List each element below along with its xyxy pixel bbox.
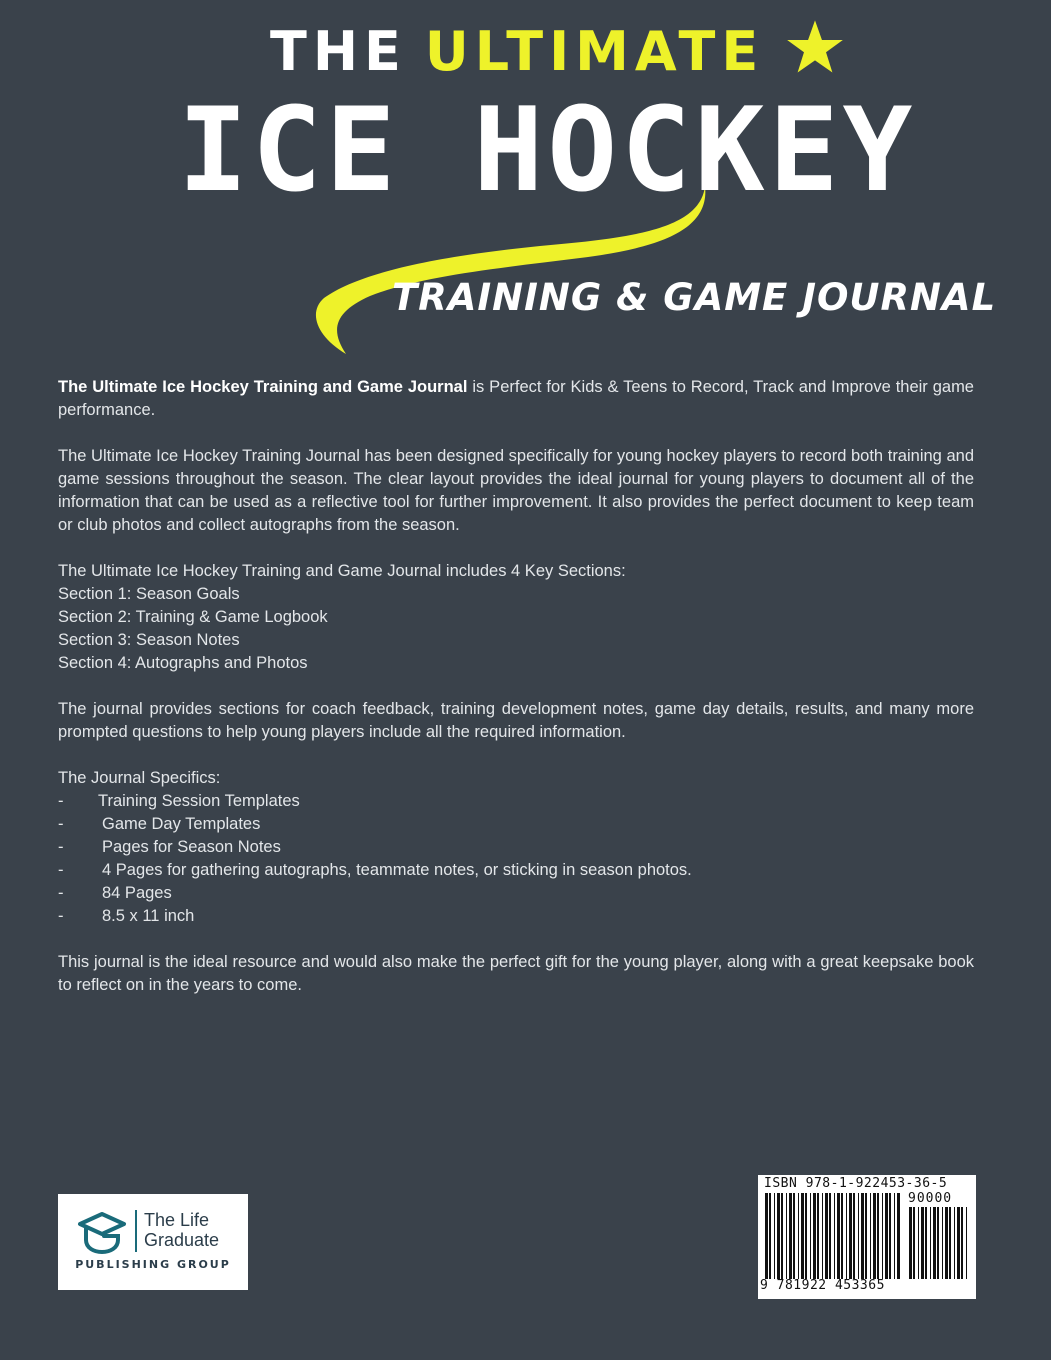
spec-dash: -	[58, 815, 64, 833]
section-item: Section 4: Autographs and Photos	[58, 654, 308, 672]
barcode-bar	[805, 1193, 807, 1279]
barcode-bar	[877, 1193, 879, 1279]
barcode-bar	[817, 1193, 819, 1279]
barcode-bar	[846, 1193, 847, 1279]
sections-heading: The Ultimate Ice Hockey Training and Game Journal includes 4 Key Sections:	[58, 562, 626, 580]
barcode-bar	[870, 1193, 871, 1279]
sections-block	[58, 560, 974, 675]
barcode-bar	[774, 1193, 775, 1279]
barcode-bar	[882, 1193, 883, 1279]
title-line-top	[270, 22, 764, 82]
publisher-name-line1: The Life	[144, 1210, 210, 1230]
barcode-bar	[793, 1193, 795, 1279]
description	[58, 376, 974, 1020]
barcode-bar	[930, 1207, 931, 1279]
overview-paragraph: The Ultimate Ice Hockey Training Journal has been designed specifically for young hockey players to record both training and game sessions throughout the season. The clear layout provides the ideal journal for young players to document all of the information that can be used as a reflective tool for further improvement. It also provides the perfect document to keep team or club photos and collect autographs from the season.	[58, 447, 974, 534]
intro-bold: The Ultimate Ice Hockey Training and Game Journal	[58, 378, 468, 396]
isbn-label: ISBN 978-1-922453-36-5	[764, 1176, 948, 1191]
barcode-bar	[781, 1193, 783, 1279]
specifics-block	[58, 767, 974, 928]
intro-rest: is Perfect for Kids & Teens to Record, Track and Improve their game performance.	[58, 378, 974, 419]
barcode-bar	[913, 1207, 915, 1279]
spec-dash: -	[58, 907, 64, 925]
closing-paragraph: This journal is the ideal resource and would also make the perfect gift for the young player, along with a great keepsake book to reflect on in the years to come.	[58, 953, 974, 994]
section-item: Section 2: Training & Game Logbook	[58, 608, 328, 626]
publisher-logo	[58, 1194, 248, 1290]
barcode-bar	[885, 1193, 888, 1279]
barcode-bar	[957, 1207, 960, 1279]
spec-text: 4 Pages for gathering autographs, teammate notes, or sticking in season photos.	[102, 861, 692, 879]
spec-item	[58, 813, 974, 836]
barcode-bar	[837, 1193, 840, 1279]
barcode-bar	[897, 1193, 900, 1279]
graduate-g-icon	[76, 1210, 128, 1254]
barcode-bar	[777, 1193, 780, 1279]
barcode-bar	[921, 1207, 924, 1279]
barcode-bar	[829, 1193, 831, 1279]
title-ultimate: ULTIMATE	[424, 20, 765, 83]
specifics-heading: The Journal Specifics:	[58, 769, 221, 787]
spec-dash: -	[58, 884, 64, 902]
barcode-bar	[945, 1207, 948, 1279]
spec-text: Training Session Templates	[98, 792, 300, 810]
spec-text: 8.5 x 11 inch	[102, 907, 195, 925]
spec-item	[58, 836, 974, 859]
subtitle: TRAINING & GAME JOURNAL	[392, 276, 997, 319]
barcode-bar	[825, 1193, 828, 1279]
barcode-bar	[954, 1207, 955, 1279]
spec-item	[58, 790, 974, 813]
section-item: Section 3: Season Notes	[58, 631, 240, 649]
barcode-bar	[834, 1193, 835, 1279]
barcode-bar	[949, 1207, 951, 1279]
barcode-bar	[789, 1193, 792, 1279]
barcode-bar	[786, 1193, 787, 1279]
price-code: 90000	[908, 1191, 953, 1206]
title-main: ICE HOCKEY	[178, 83, 917, 218]
barcode-bar	[894, 1193, 895, 1279]
barcode-bar	[765, 1193, 768, 1279]
logo-divider	[135, 1210, 137, 1252]
barcode-bar	[933, 1207, 936, 1279]
barcode-bar	[801, 1193, 804, 1279]
spec-dash: -	[58, 792, 64, 810]
section-item: Section 1: Season Goals	[58, 585, 240, 603]
barcode-bar	[849, 1193, 852, 1279]
barcode-bar	[810, 1193, 811, 1279]
isbn-barcode	[758, 1175, 976, 1299]
barcode-bar	[909, 1207, 912, 1279]
ean-digits: 9 781922 453365	[760, 1278, 885, 1293]
publisher-name	[144, 1210, 219, 1250]
spec-text: 84 Pages	[102, 884, 172, 902]
publisher-group: PUBLISHING GROUP	[75, 1258, 231, 1271]
barcode-bar	[918, 1207, 919, 1279]
spec-dash: -	[58, 861, 64, 879]
spec-item	[58, 882, 974, 905]
features-paragraph: The journal provides sections for coach feedback, training development notes, game day details, results, and many more prompted questions to help young players include all the required information.	[58, 700, 974, 741]
barcode-bar	[813, 1193, 816, 1279]
barcode-bar	[858, 1193, 859, 1279]
barcode-bar	[925, 1207, 927, 1279]
spec-item	[58, 859, 974, 882]
spec-text: Pages for Season Notes	[102, 838, 281, 856]
publisher-name-line2: Graduate	[144, 1230, 220, 1250]
barcode-bar	[822, 1193, 823, 1279]
spec-item	[58, 905, 974, 928]
barcode-addon-bars	[908, 1207, 970, 1279]
title-the: THE	[270, 20, 407, 83]
barcode-bar	[865, 1193, 867, 1279]
barcode-bar	[861, 1193, 864, 1279]
barcode-bar	[798, 1193, 799, 1279]
barcode-bar	[961, 1207, 963, 1279]
barcode-bar	[841, 1193, 843, 1279]
barcode-bar	[966, 1207, 967, 1279]
barcode-bar	[769, 1193, 771, 1279]
barcode-bar	[889, 1193, 891, 1279]
spec-dash: -	[58, 838, 64, 856]
barcode-bar	[853, 1193, 855, 1279]
barcode-bar	[873, 1193, 876, 1279]
spec-text: Game Day Templates	[102, 815, 261, 833]
barcode-bar	[937, 1207, 939, 1279]
star-icon	[786, 18, 844, 76]
cover-title-block	[0, 0, 1051, 360]
intro-paragraph	[58, 376, 974, 422]
barcode-bar	[942, 1207, 943, 1279]
barcode-bars	[764, 1193, 902, 1279]
